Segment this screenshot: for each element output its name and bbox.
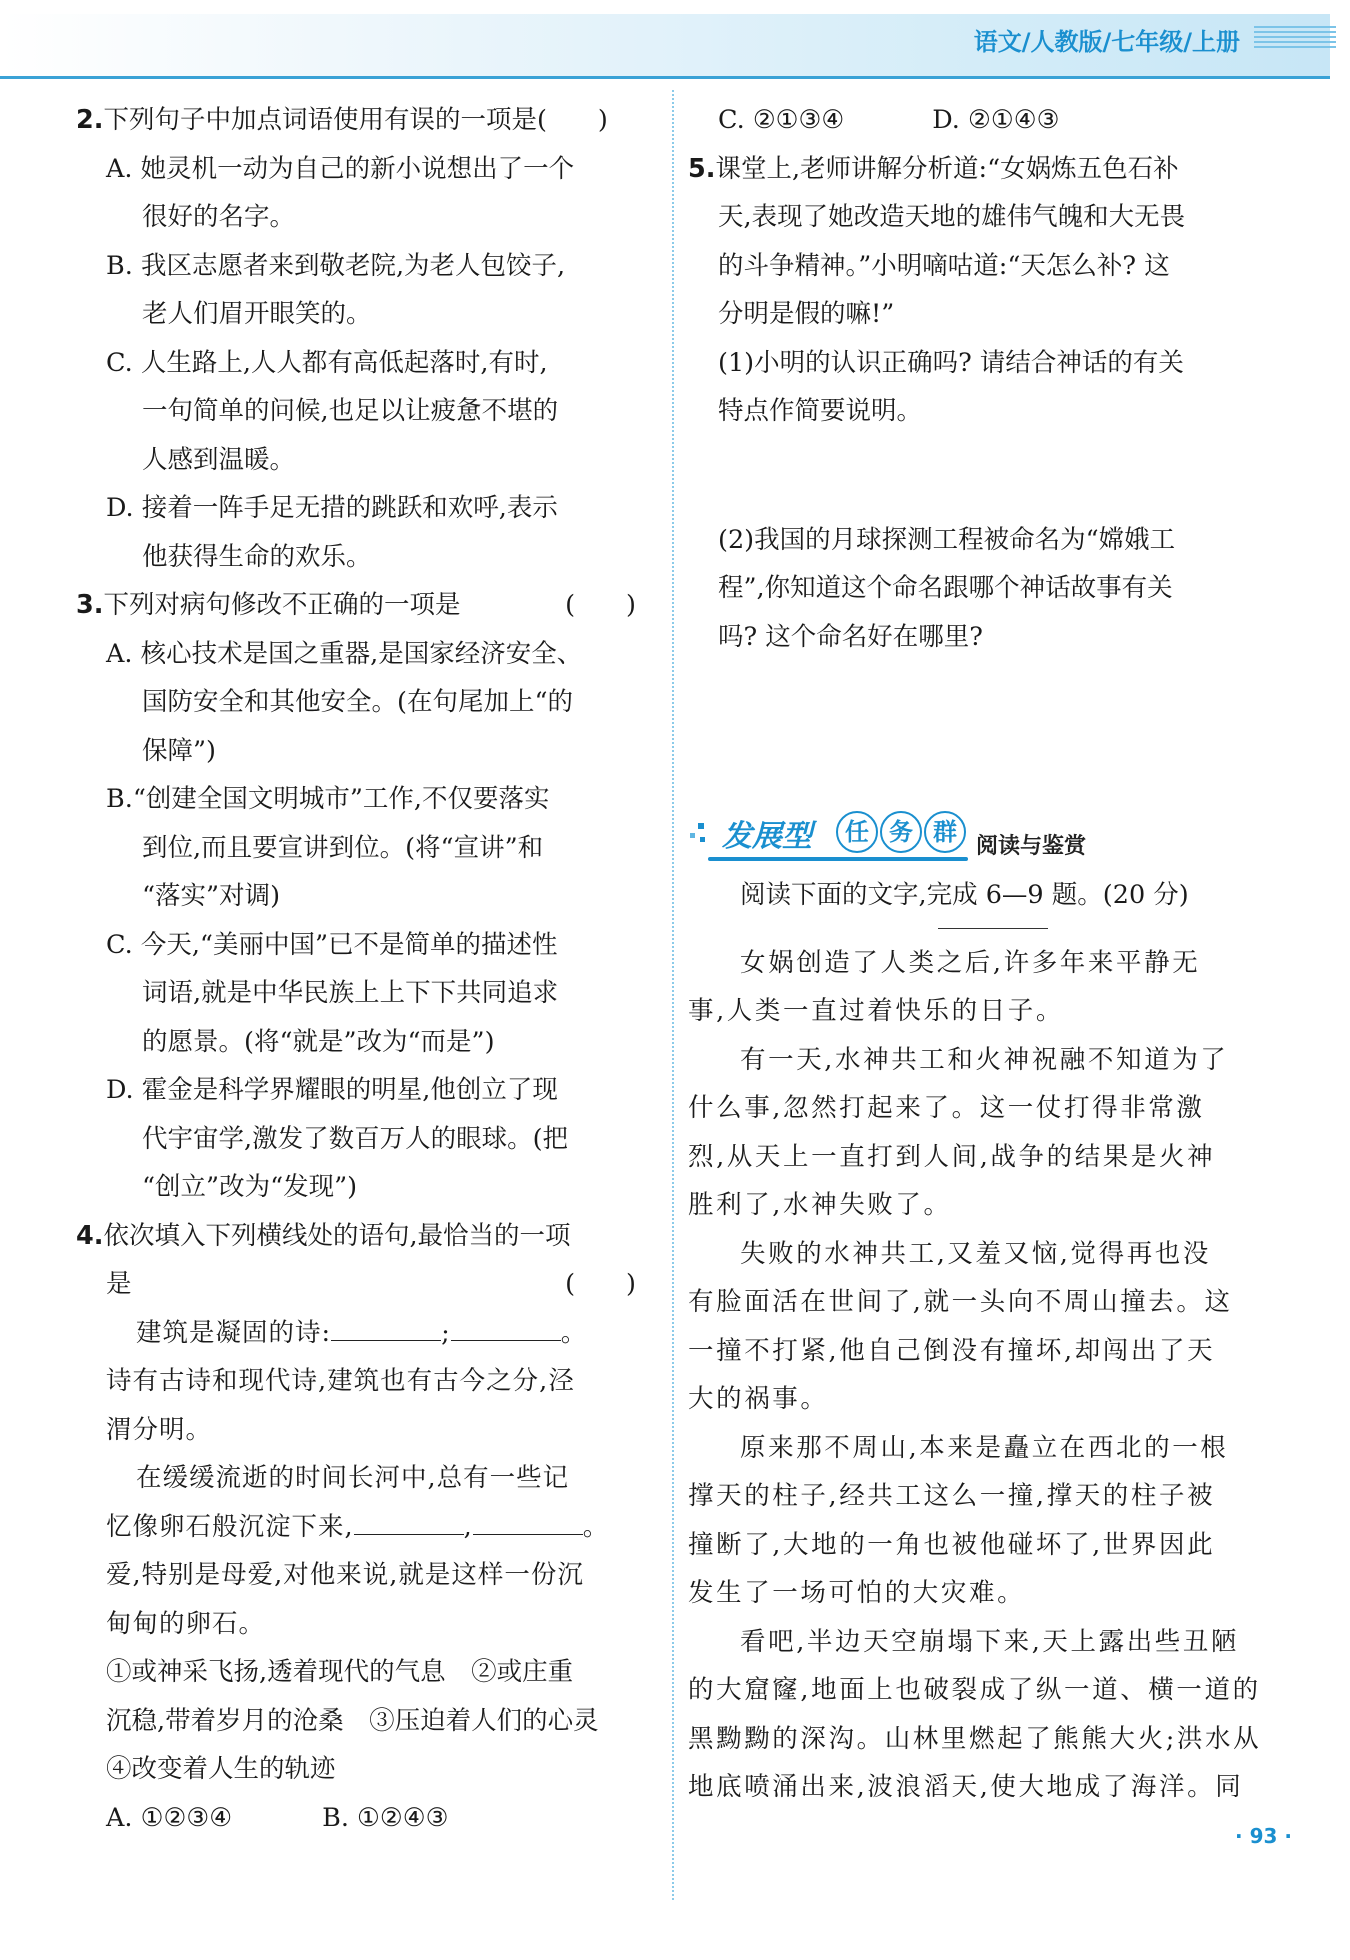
text: , <box>463 1511 473 1542</box>
q5-sub2-line2: 程”,你知道这个命名跟哪个神话故事有关 <box>718 573 1173 603</box>
q3-option-a-line3: 保障”) <box>142 735 216 766</box>
stem-text: 是 <box>106 1269 132 1299</box>
section-circle: 任 <box>836 811 878 853</box>
q4-passage2-line2 <box>76 1503 636 1552</box>
q3-option-d-line1: D. 霍金是科学界耀眼的明星,他创立了现 <box>106 1075 558 1105</box>
option-d: D. ②①④③ <box>932 105 1060 135</box>
stem-text: 下列句子中加点词语使用有误的一项是( ) <box>103 105 608 135</box>
header-stripes-decoration <box>1254 26 1336 50</box>
stem-text: 依次填入下列横线处的语句,最恰当的一项 <box>103 1220 571 1251</box>
passage-line: 胜利了,水神失败了。 <box>688 1190 952 1220</box>
text: 忆像卵石般沉淀下来, <box>106 1511 354 1542</box>
option-b: B. ①②④③ <box>322 1802 449 1833</box>
q4-choices-line3: ④改变着人生的轨迹 <box>106 1754 336 1784</box>
answer-paren: ( ) <box>565 590 636 620</box>
text: 。 <box>582 1511 610 1542</box>
passage-line: 的大窟窿,地面上也破裂成了纵一道、横一道的 <box>688 1675 1261 1705</box>
q3-option-a-line1: A. 核心技术是国之重器,是国家经济安全、 <box>106 638 583 669</box>
q5-line4: 分明是假的嘛!” <box>718 299 895 329</box>
fill-blank[interactable] <box>451 1322 561 1341</box>
q2-option-b-line2: 老人们眉开眼笑的。 <box>142 299 372 329</box>
section-heading <box>688 811 1248 871</box>
question-2-stem <box>76 96 636 145</box>
text: 。 <box>560 1317 588 1348</box>
section-underline <box>708 857 968 861</box>
reading-passage <box>688 939 1262 1812</box>
q2-option-a-line1: A. 她灵机一动为自己的新小说想出了一个 <box>106 153 575 184</box>
section-circle: 务 <box>880 811 922 853</box>
q5-line2: 天,表现了她改造天地的雄伟气魄和大无畏 <box>718 202 1186 232</box>
q4-passage2-line3: 爱,特别是母爱,对他来说,就是这样一份沉 <box>106 1560 584 1590</box>
q4-options-cd <box>688 96 1248 145</box>
passage-line: 大的祸事。 <box>688 1384 829 1414</box>
right-column <box>688 96 1262 1812</box>
q3-option-c-line3: 的愿景。(将“就是”改为“而是”) <box>142 1026 495 1057</box>
column-divider <box>672 90 674 1900</box>
text: 建筑是凝固的诗: <box>136 1317 332 1348</box>
passage-line: 事,人类一直过着快乐的日子。 <box>688 996 1065 1026</box>
left-column <box>76 96 636 1842</box>
section-subtitle: 阅读与鉴赏 <box>976 834 1087 859</box>
page-number: · 93 · <box>1235 1824 1292 1848</box>
q2-option-d-line2: 他获得生命的欢乐。 <box>142 541 372 572</box>
q5-sub1-line1: (1)小明的认识正确吗? 请结合神话的有关 <box>718 347 1184 378</box>
question-number: 5. <box>688 153 716 184</box>
question-number: 3. <box>76 590 104 620</box>
option-c: C. ②①③④ <box>718 105 845 135</box>
passage-line: 有一天,水神共工和火神祝融不知道为了 <box>740 1044 1229 1075</box>
answer-space[interactable] <box>688 661 1248 801</box>
question-5-stem <box>688 145 1248 194</box>
q2-option-d-line1: D. 接着一阵手足无措的跳跃和欢呼,表示 <box>106 493 558 523</box>
q4-options-ab <box>76 1794 636 1843</box>
question-number: 4. <box>76 1220 104 1251</box>
passage-line: 失败的水神共工,又羞又恼,觉得再也没 <box>740 1238 1212 1269</box>
question-4-stem-line2 <box>76 1260 636 1309</box>
passage-line: 什么事,忽然打起来了。这一仗打得非常激 <box>688 1093 1205 1123</box>
fill-blank[interactable] <box>473 1516 583 1535</box>
fill-blank[interactable] <box>331 1322 441 1341</box>
q5-line3: 的斗争精神。”小明嘀咕道:“天怎么补? 这 <box>718 250 1170 281</box>
q2-option-a-line2: 很好的名字。 <box>142 202 296 232</box>
answer-paren: ( ) <box>565 1269 636 1299</box>
passage-line: 烈,从天上一直打到人间,战争的结果是火神 <box>688 1141 1216 1172</box>
q2-option-c-line1: C. 人生路上,人人都有高低起落时,有时, <box>106 347 548 378</box>
q5-sub2-line1: (2)我国的月球探测工程被命名为“嫦娥工 <box>718 524 1176 555</box>
option-a: A. ①②③④ <box>106 1802 233 1833</box>
answer-space[interactable] <box>688 436 1248 516</box>
passage-line: 有脸面活在世间了,就一头向不周山撞去。这 <box>688 1287 1233 1317</box>
q4-passage1-line2: 诗有古诗和现代诗,建筑也有古今之分,泾 <box>106 1366 575 1396</box>
question-number: 2. <box>76 105 104 135</box>
passage-line: 发生了一场可怕的大灾难。 <box>688 1578 1026 1608</box>
q5-sub1-line2: 特点作简要说明。 <box>718 396 923 426</box>
passage-line: 一撞不打紧,他自己倒没有撞坏,却闯出了天 <box>688 1335 1216 1366</box>
q3-option-b-line2: 到位,而且要宣讲到位。(将“宣讲”和 <box>142 832 544 863</box>
fill-blank[interactable] <box>354 1516 464 1535</box>
q5-sub2-line3: 吗? 这个命名好在哪里? <box>718 621 983 652</box>
q4-passage1-line3: 渭分明。 <box>106 1414 213 1445</box>
passage-line: 看吧,半边天空崩塌下来,天上露出些丑陋 <box>740 1626 1240 1657</box>
question-4-stem <box>76 1212 636 1261</box>
q4-passage2-line4: 甸甸的卵石。 <box>106 1608 266 1639</box>
header-title: 语文/人教版/七年级/上册 <box>973 28 1240 56</box>
sparkle-icon <box>688 821 714 847</box>
passage-line: 地底喷涌出来,波浪滔天,使大地成了海洋。同 <box>688 1772 1244 1802</box>
q3-option-d-line2: 代宇宙学,激发了数百万人的眼球。(把 <box>142 1123 569 1154</box>
section-title: 发展型 <box>722 819 812 854</box>
q2-option-c-line3: 人感到温暖。 <box>142 444 296 475</box>
passage-line: 原来那不周山,本来是矗立在西北的一根 <box>740 1432 1229 1463</box>
passage-line: 女娲创造了人类之后,许多年来平静无 <box>740 947 1201 978</box>
q3-option-c-line1: C. 今天,“美丽中国”已不是简单的描述性 <box>106 929 558 960</box>
stem-text: 下列对病句修改不正确的一项是 <box>103 590 461 620</box>
q2-option-b-line1: B. 我区志愿者来到敬老院,为老人包饺子, <box>106 250 566 281</box>
passage-line: 黑黝黝的深沟。山林里燃起了熊熊大火;洪水从 <box>688 1723 1262 1754</box>
section-circle-group <box>836 811 966 853</box>
passage-line: 撞断了,大地的一角也被他碰坏了,世界因此 <box>688 1529 1216 1560</box>
q4-passage1-line1 <box>76 1309 636 1358</box>
q2-option-c-line2: 一句简单的问候,也足以让疲惫不堪的 <box>142 396 559 426</box>
q3-option-c-line2: 词语,就是中华民族上上下下共同追求 <box>142 978 559 1008</box>
q3-option-a-line2: 国防安全和其他安全。(在句尾加上“的 <box>142 687 573 717</box>
q3-option-b-line3: “落实”对调) <box>142 881 281 911</box>
q4-choices-line2: 沉稳,带着岁月的沧桑 ③压迫着人们的心灵 <box>106 1705 599 1736</box>
q3-option-d-line3: “创立”改为“发现”) <box>142 1172 358 1202</box>
reading-instruction: 阅读下面的文字,完成 6—9 题。(20 分) <box>740 880 1189 910</box>
stem-text: 课堂上,老师讲解分析道:“女娲炼五色石补 <box>715 153 1179 184</box>
text: ; <box>441 1317 451 1348</box>
passage-line: 撑天的柱子,经共工这么一撞,撑天的柱子被 <box>688 1481 1216 1511</box>
q4-passage2-line1: 在缓缓流逝的时间长河中,总有一些记 <box>136 1463 570 1493</box>
q4-choices-line1: ①或神采飞扬,透着现代的气息 ②或庄重 <box>106 1657 574 1687</box>
section-circle: 群 <box>924 811 966 853</box>
q3-option-b-line1: B.“创建全国文明城市”工作,不仅要落实 <box>106 784 550 814</box>
title-rule <box>938 928 1048 929</box>
question-3-stem <box>76 581 636 630</box>
